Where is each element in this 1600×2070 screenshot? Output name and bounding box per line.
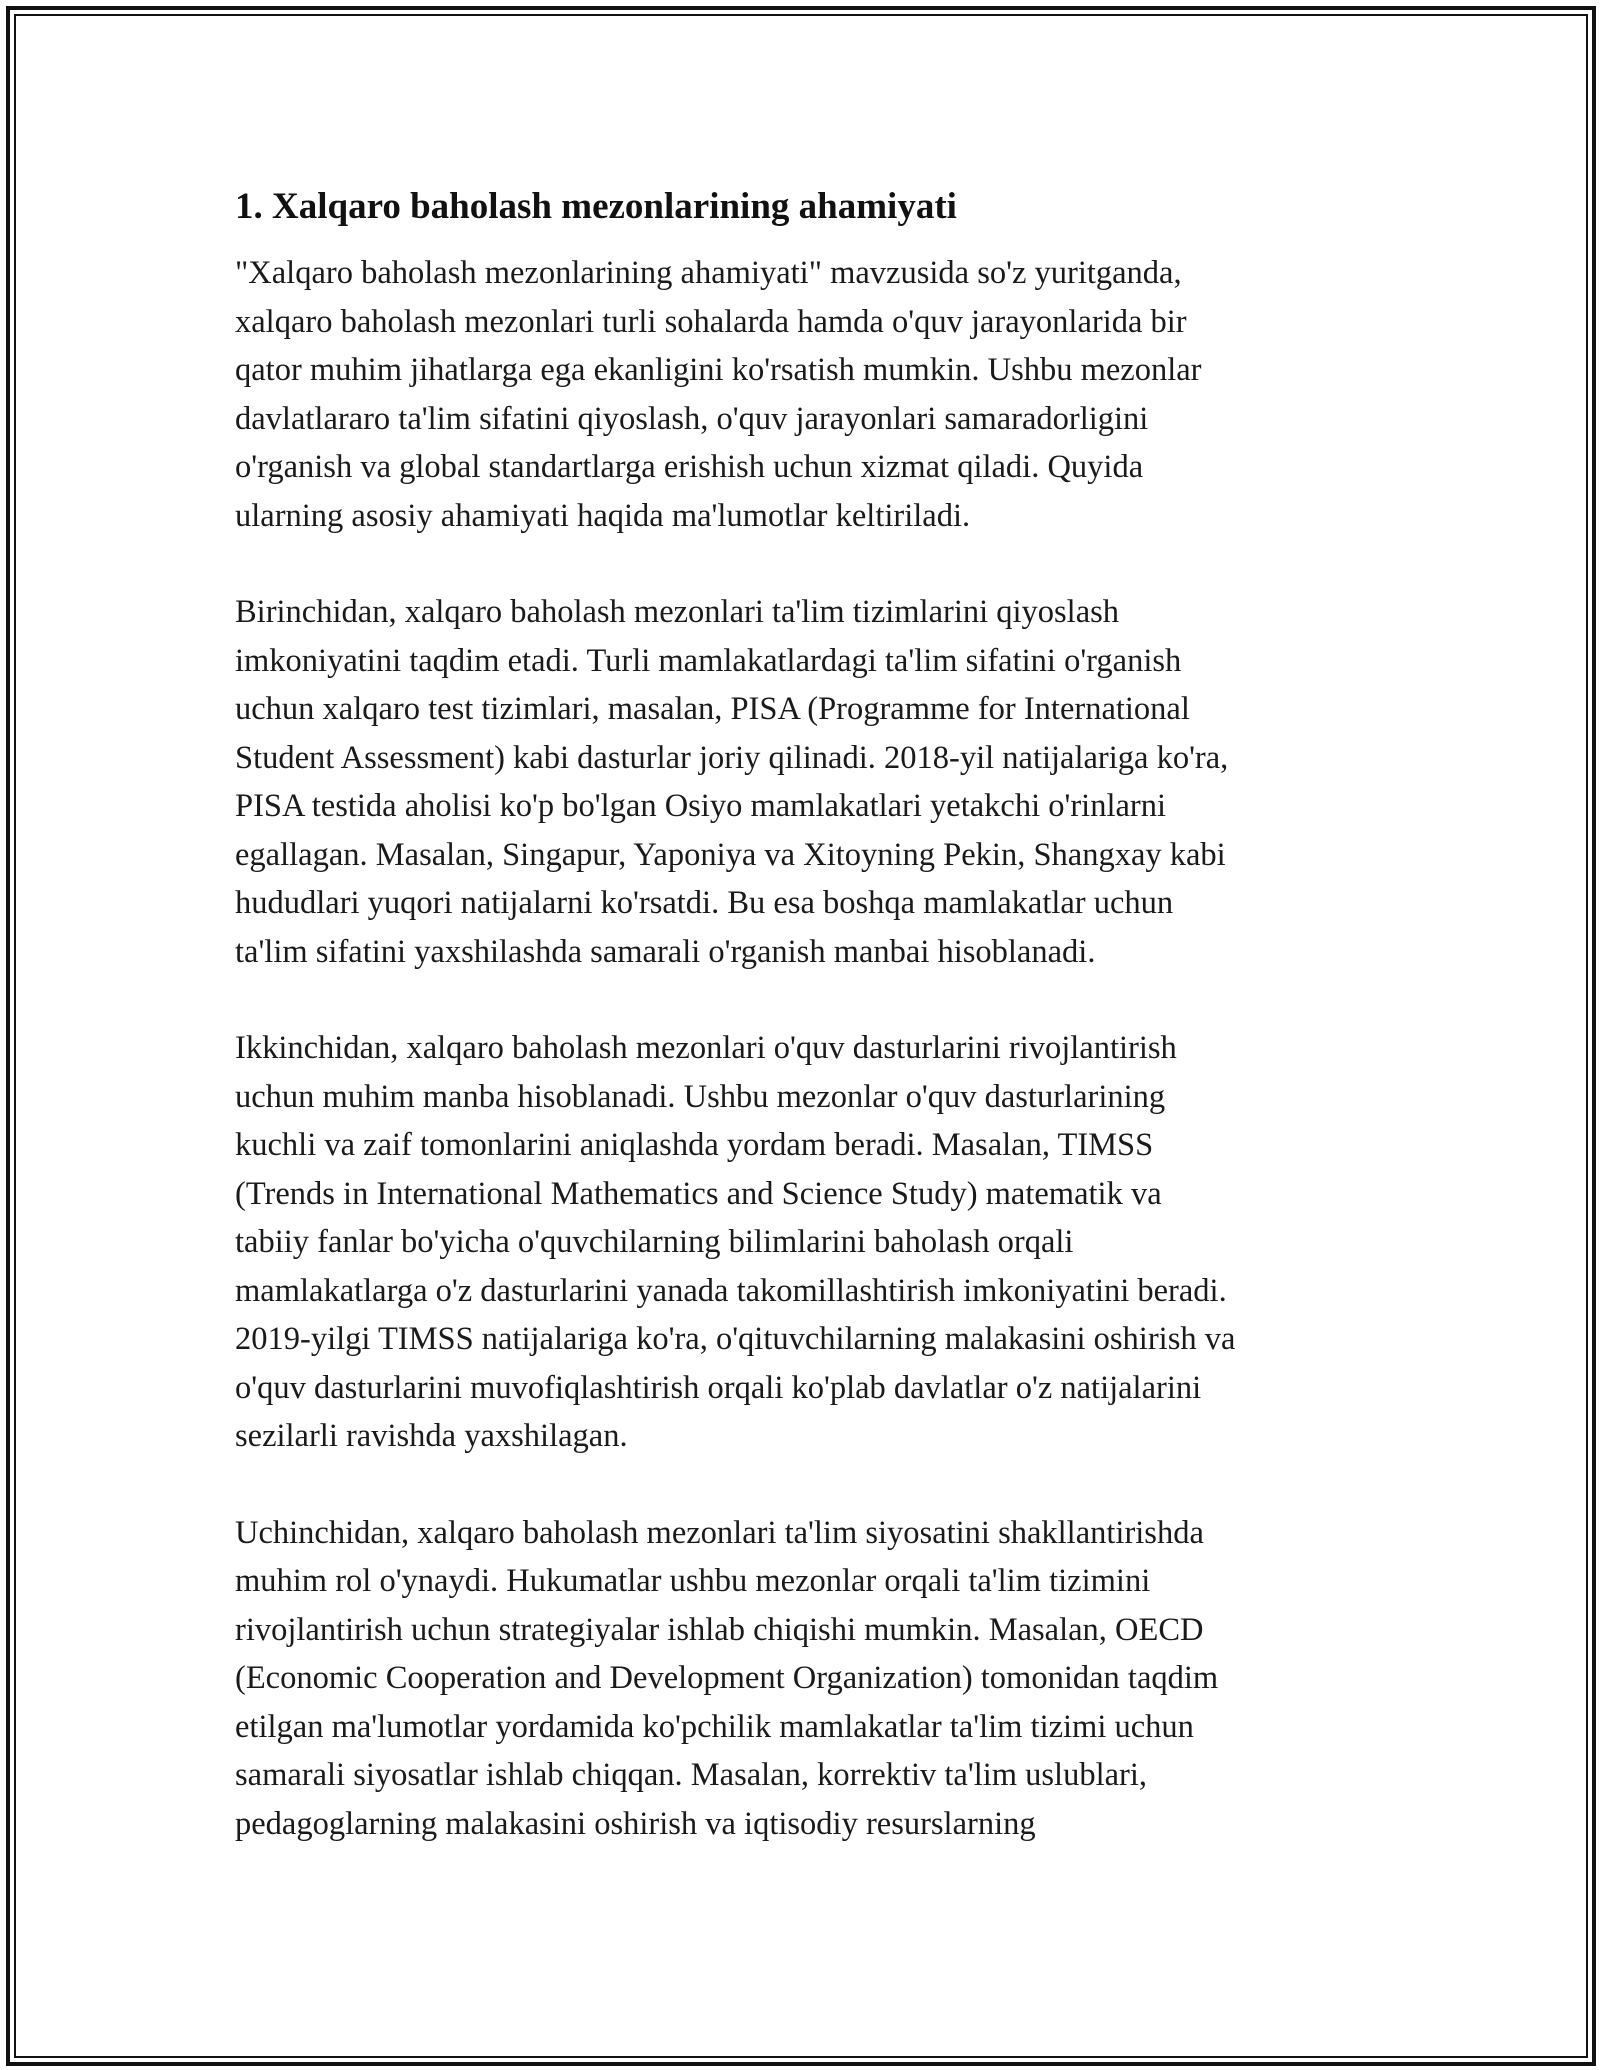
- text-line: PISA testida aholisi ko'p bo'lgan Osiyo mamlakatlari yetakchi o'rinlarni: [235, 788, 1167, 824]
- text-line: rivojlantirish uchun strategiyalar ishlab chiqishi mumkin. Masalan, OECD: [235, 1611, 1204, 1648]
- text-line: Birinchidan, xalqaro baholash mezonlari ta'lim tizimlarini qiyoslash: [235, 594, 1120, 630]
- text-line: ta'lim sifatini yaxshilashda samarali o'rganish manbai hisoblanadi.: [235, 933, 1096, 970]
- paragraph-intro: [235, 249, 1375, 540]
- text-line: (Economic Cooperation and Development Organization) tomonidan taqdim: [235, 1660, 1219, 1696]
- text-line: Student Assessment) kabi dasturlar joriy qilinadi. 2018-yil natijalariga ko'ra,: [235, 739, 1229, 776]
- text-line: 2019-yilgi TIMSS natijalariga ko'ra, o'qituvchilarning malakasini oshirish va: [235, 1321, 1236, 1357]
- text-line: qator muhim jihatlarga ega ekanligini ko'rsatish mumkin. Ushbu mezonlar: [235, 352, 1202, 388]
- text-line: samarali siyosatlar ishlab chiqqan. Masalan, korrektiv ta'lim uslublari,: [235, 1757, 1148, 1793]
- section-heading: 1. Xalqaro baholash mezonlarining ahamiyati: [235, 186, 957, 227]
- text-line: sezilarli ravishda yaxshilagan.: [235, 1418, 628, 1454]
- text-line: etilgan ma'lumotlar yordamida ko'pchilik mamlakatlar ta'lim tizimi uchun: [235, 1708, 1194, 1745]
- text-line: o'rganish va global standartlarga erishish uchun xizmat qiladi. Quyida: [235, 449, 1144, 485]
- text-line: Ikkinchidan, xalqaro baholash mezonlari o'quv dasturlarini rivojlantirish: [235, 1030, 1177, 1066]
- text-line: xalqaro baholash mezonlari turli sohalarda hamda o'quv jarayonlarida bir: [235, 303, 1187, 340]
- text-line: uchun xalqaro test tizimlari, masalan, PISA (Programme for International: [235, 691, 1190, 727]
- paragraph-third: [235, 1509, 1375, 1849]
- text-line: o'quv dasturlarini muvofiqlashtirish orqali ko'plab davlatlar o'z natijalarini: [235, 1369, 1202, 1406]
- text-line: davlatlararo ta'lim sifatini qiyoslash, o'quv jarayonlari samaradorligini: [235, 400, 1149, 437]
- text-line: tabiiy fanlar bo'yicha o'quvchilarning bilimlarini baholash orqali: [235, 1224, 1074, 1260]
- document-body: [235, 185, 1375, 1896]
- text-line: ularning asosiy ahamiyati haqida ma'lumotlar keltiriladi.: [235, 497, 971, 534]
- text-line: kuchli va zaif tomonlarini aniqlashda yordam beradi. Masalan, TIMSS: [235, 1127, 1154, 1163]
- text-line: muhim rol o'ynaydi. Hukumatlar ushbu mezonlar orqali ta'lim tizimini: [235, 1563, 1151, 1599]
- text-line: "Xalqaro baholash mezonlarining ahamiyati" mavzusida so'z yuritganda,: [235, 255, 1182, 291]
- text-line: egallagan. Masalan, Singapur, Yaponiya va Xitoyning Pekin, Shangxay kabi: [235, 836, 1226, 873]
- paragraph-first: [235, 588, 1375, 976]
- text-line: (Trends in International Mathematics and Science Study) matematik va: [235, 1175, 1162, 1212]
- text-line: uchun muhim manba hisoblanadi. Ushbu mezonlar o'quv dasturlarining: [235, 1078, 1166, 1115]
- text-line: Uchinchidan, xalqaro baholash mezonlari ta'lim siyosatini shakllantirishda: [235, 1514, 1204, 1551]
- paragraph-second: [235, 1024, 1375, 1461]
- text-line: mamlakatlarga o'z dasturlarini yanada takomillashtirish imkoniyatini beradi.: [235, 1272, 1227, 1309]
- text-line: hududlari yuqori natijalarni ko'rsatdi. Bu esa boshqa mamlakatlar uchun: [235, 885, 1174, 921]
- text-line: imkoniyatini taqdim etadi. Turli mamlakatlardagi ta'lim sifatini o'rganish: [235, 642, 1182, 679]
- text-line: pedagoglarning malakasini oshirish va iqtisodiy resurslarning: [235, 1805, 1036, 1842]
